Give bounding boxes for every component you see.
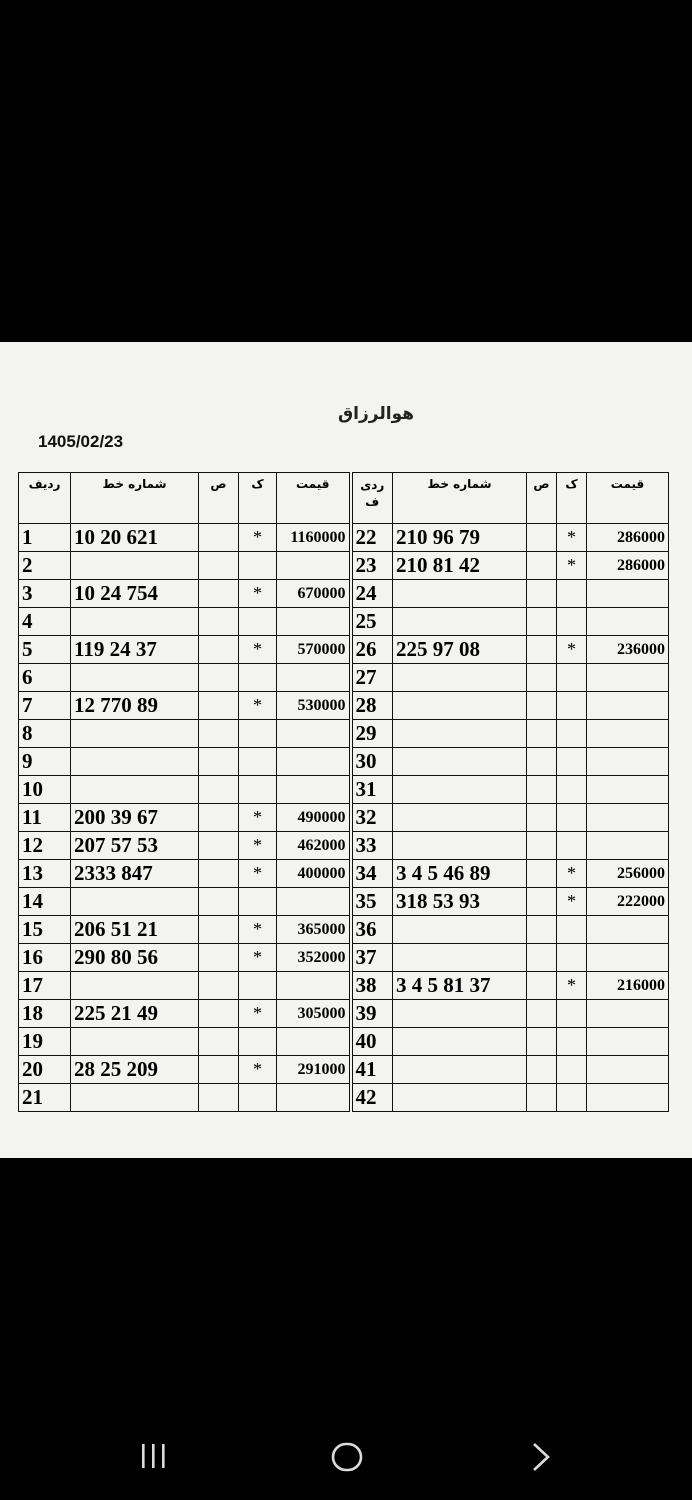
line-number-cell	[71, 748, 199, 776]
line-number-cell-right	[393, 804, 527, 832]
k-mark-cell-right	[557, 832, 587, 860]
price-cell: 1160000	[277, 524, 351, 552]
k-mark-cell: *	[239, 1000, 277, 1028]
line-number-cell	[71, 552, 199, 580]
s-cell	[199, 748, 239, 776]
k-mark-cell-right	[557, 1000, 587, 1028]
s-cell-right	[527, 832, 557, 860]
row-number-cell-right: 42	[351, 1084, 393, 1112]
row-number-cell: 5	[19, 636, 71, 664]
row-number-cell-right: 28	[351, 692, 393, 720]
k-mark-cell: *	[239, 832, 277, 860]
header-line-number-right: شماره خط	[393, 473, 527, 524]
price-cell-right: 256000	[587, 860, 669, 888]
s-cell	[199, 1084, 239, 1112]
line-number-cell-right	[393, 692, 527, 720]
price-cell	[277, 552, 351, 580]
row-number-cell-right: 31	[351, 776, 393, 804]
s-cell	[199, 1028, 239, 1056]
price-cell: 352000	[277, 944, 351, 972]
k-mark-cell	[239, 972, 277, 1000]
row-number-cell: 15	[19, 916, 71, 944]
k-mark-cell	[239, 608, 277, 636]
line-number-cell	[71, 608, 199, 636]
table-row	[19, 944, 669, 972]
header-k-right: ک	[557, 473, 587, 524]
row-number-cell-right: 39	[351, 1000, 393, 1028]
row-number-cell: 4	[19, 608, 71, 636]
k-mark-cell: *	[239, 524, 277, 552]
k-mark-cell	[239, 1084, 277, 1112]
s-cell-right	[527, 720, 557, 748]
k-mark-cell-right	[557, 608, 587, 636]
header-price-right: قیمت	[587, 473, 669, 524]
price-cell: 490000	[277, 804, 351, 832]
home-icon	[331, 1442, 363, 1472]
line-number-cell-right: 210 96 79	[393, 524, 527, 552]
price-cell-right	[587, 692, 669, 720]
price-cell-right	[587, 580, 669, 608]
line-number-cell-right	[393, 1084, 527, 1112]
price-cell	[277, 608, 351, 636]
s-cell	[199, 888, 239, 916]
k-mark-cell-right	[557, 944, 587, 972]
k-mark-cell-right: *	[557, 888, 587, 916]
line-number-cell: 10 20 621	[71, 524, 199, 552]
table-row	[19, 888, 669, 916]
table-row	[19, 1000, 669, 1028]
line-number-cell-right: 318 53 93	[393, 888, 527, 916]
k-mark-cell-right	[557, 664, 587, 692]
price-cell	[277, 972, 351, 1000]
table-row	[19, 524, 669, 552]
price-cell: 530000	[277, 692, 351, 720]
line-number-cell-right: 3 4 5 46 89	[393, 860, 527, 888]
s-cell-right	[527, 664, 557, 692]
table-row	[19, 804, 669, 832]
line-number-cell: 225 21 49	[71, 1000, 199, 1028]
line-number-cell-right	[393, 608, 527, 636]
row-number-cell-right: 30	[351, 748, 393, 776]
price-cell	[277, 1028, 351, 1056]
table-body	[19, 524, 669, 1112]
price-cell-right: 216000	[587, 972, 669, 1000]
price-cell-right: 286000	[587, 524, 669, 552]
price-cell-right	[587, 804, 669, 832]
line-number-cell	[71, 888, 199, 916]
s-cell	[199, 916, 239, 944]
row-number-cell-right: 27	[351, 664, 393, 692]
line-number-cell: 119 24 37	[71, 636, 199, 664]
k-mark-cell-right	[557, 692, 587, 720]
k-mark-cell-right	[557, 748, 587, 776]
s-cell-right	[527, 1000, 557, 1028]
s-cell	[199, 608, 239, 636]
k-mark-cell-right: *	[557, 524, 587, 552]
k-mark-cell: *	[239, 916, 277, 944]
k-mark-cell	[239, 1028, 277, 1056]
line-number-cell-right	[393, 1028, 527, 1056]
s-cell-right	[527, 580, 557, 608]
row-number-cell: 12	[19, 832, 71, 860]
k-mark-cell	[239, 720, 277, 748]
line-number-cell-right: 225 97 08	[393, 636, 527, 664]
s-cell-right	[527, 888, 557, 916]
line-number-cell-right	[393, 664, 527, 692]
price-cell-right	[587, 748, 669, 776]
row-number-cell-right: 29	[351, 720, 393, 748]
line-number-cell	[71, 1028, 199, 1056]
price-cell-right	[587, 720, 669, 748]
row-number-cell: 21	[19, 1084, 71, 1112]
s-cell-right	[527, 804, 557, 832]
row-number-cell: 19	[19, 1028, 71, 1056]
price-cell-right	[587, 608, 669, 636]
price-cell-right: 286000	[587, 552, 669, 580]
table-row	[19, 1028, 669, 1056]
line-number-cell	[71, 664, 199, 692]
row-number-cell: 7	[19, 692, 71, 720]
table-row	[19, 776, 669, 804]
row-number-cell: 11	[19, 804, 71, 832]
price-cell	[277, 664, 351, 692]
k-mark-cell-right	[557, 720, 587, 748]
table-row	[19, 832, 669, 860]
line-number-cell-right	[393, 1000, 527, 1028]
row-number-cell: 9	[19, 748, 71, 776]
scanned-document	[0, 342, 692, 1158]
k-mark-cell	[239, 552, 277, 580]
back-button[interactable]	[528, 1442, 552, 1476]
k-mark-cell: *	[239, 1056, 277, 1084]
price-cell-right	[587, 1028, 669, 1056]
price-cell: 400000	[277, 860, 351, 888]
s-cell-right	[527, 944, 557, 972]
header-k: ک	[239, 473, 277, 524]
k-mark-cell-right	[557, 1084, 587, 1112]
row-number-cell-right: 26	[351, 636, 393, 664]
s-cell	[199, 580, 239, 608]
line-number-cell: 2333 847	[71, 860, 199, 888]
table-row	[19, 1056, 669, 1084]
price-cell	[277, 1084, 351, 1112]
recent-apps-button[interactable]	[138, 1442, 170, 1474]
s-cell	[199, 1056, 239, 1084]
line-number-cell-right	[393, 944, 527, 972]
document-heading: هوالرزاق	[337, 404, 415, 424]
table-row	[19, 720, 669, 748]
price-cell-right	[587, 944, 669, 972]
price-cell: 365000	[277, 916, 351, 944]
price-cell	[277, 888, 351, 916]
header-line-number: شماره خط	[71, 473, 199, 524]
row-number-cell-right: 34	[351, 860, 393, 888]
line-number-cell	[71, 972, 199, 1000]
price-cell	[277, 776, 351, 804]
row-number-cell-right: 22	[351, 524, 393, 552]
header-s: ص	[199, 473, 239, 524]
line-number-cell-right	[393, 1056, 527, 1084]
k-mark-cell: *	[239, 580, 277, 608]
line-number-cell: 206 51 21	[71, 916, 199, 944]
s-cell	[199, 720, 239, 748]
phone-line-price-table	[18, 472, 669, 1112]
k-mark-cell-right	[557, 776, 587, 804]
row-number-cell: 2	[19, 552, 71, 580]
price-cell-right	[587, 1084, 669, 1112]
line-number-cell-right	[393, 916, 527, 944]
price-cell: 291000	[277, 1056, 351, 1084]
row-number-cell-right: 35	[351, 888, 393, 916]
row-number-cell: 10	[19, 776, 71, 804]
line-number-cell: 12 770 89	[71, 692, 199, 720]
k-mark-cell-right	[557, 1028, 587, 1056]
k-mark-cell	[239, 664, 277, 692]
s-cell-right	[527, 1084, 557, 1112]
k-mark-cell-right	[557, 916, 587, 944]
row-number-cell-right: 23	[351, 552, 393, 580]
s-cell	[199, 832, 239, 860]
k-mark-cell: *	[239, 804, 277, 832]
k-mark-cell	[239, 748, 277, 776]
price-cell: 570000	[277, 636, 351, 664]
line-number-cell: 290 80 56	[71, 944, 199, 972]
recent-apps-icon	[138, 1442, 170, 1470]
line-number-cell-right	[393, 580, 527, 608]
table-row	[19, 608, 669, 636]
s-cell-right	[527, 916, 557, 944]
s-cell	[199, 524, 239, 552]
k-mark-cell-right: *	[557, 636, 587, 664]
row-number-cell-right: 24	[351, 580, 393, 608]
s-cell	[199, 636, 239, 664]
row-number-cell: 1	[19, 524, 71, 552]
s-cell-right	[527, 748, 557, 776]
k-mark-cell: *	[239, 636, 277, 664]
row-number-cell-right: 32	[351, 804, 393, 832]
line-number-cell: 28 25 209	[71, 1056, 199, 1084]
row-number-cell: 18	[19, 1000, 71, 1028]
k-mark-cell-right	[557, 804, 587, 832]
s-cell-right	[527, 524, 557, 552]
k-mark-cell	[239, 776, 277, 804]
s-cell	[199, 776, 239, 804]
price-cell: 305000	[277, 1000, 351, 1028]
k-mark-cell-right: *	[557, 552, 587, 580]
row-number-cell-right: 36	[351, 916, 393, 944]
table-row	[19, 636, 669, 664]
line-number-cell-right: 3 4 5 81 37	[393, 972, 527, 1000]
table-row	[19, 552, 669, 580]
table-row	[19, 860, 669, 888]
s-cell-right	[527, 860, 557, 888]
s-cell	[199, 664, 239, 692]
table-row	[19, 1084, 669, 1112]
row-number-cell: 13	[19, 860, 71, 888]
s-cell	[199, 804, 239, 832]
line-number-cell	[71, 720, 199, 748]
line-number-cell-right	[393, 776, 527, 804]
price-cell-right	[587, 832, 669, 860]
price-cell-right: 236000	[587, 636, 669, 664]
s-cell	[199, 552, 239, 580]
k-mark-cell: *	[239, 860, 277, 888]
header-price: قیمت	[277, 473, 351, 524]
row-number-cell-right: 37	[351, 944, 393, 972]
line-number-cell-right	[393, 832, 527, 860]
k-mark-cell-right: *	[557, 860, 587, 888]
header-row-number: ردیف	[19, 473, 71, 524]
price-cell-right: 222000	[587, 888, 669, 916]
s-cell-right	[527, 608, 557, 636]
table-row	[19, 692, 669, 720]
row-number-cell: 20	[19, 1056, 71, 1084]
row-number-cell: 14	[19, 888, 71, 916]
header-s-right: ص	[527, 473, 557, 524]
price-cell	[277, 720, 351, 748]
line-number-cell: 207 57 53	[71, 832, 199, 860]
document-date: 1405/02/23	[38, 432, 124, 451]
table-row	[19, 664, 669, 692]
price-cell: 462000	[277, 832, 351, 860]
s-cell-right	[527, 636, 557, 664]
price-cell-right	[587, 664, 669, 692]
row-number-cell: 17	[19, 972, 71, 1000]
k-mark-cell: *	[239, 692, 277, 720]
s-cell-right	[527, 972, 557, 1000]
system-navigation-bar	[0, 1410, 692, 1500]
s-cell-right	[527, 552, 557, 580]
table-row	[19, 748, 669, 776]
table-row	[19, 916, 669, 944]
s-cell	[199, 972, 239, 1000]
line-number-cell: 200 39 67	[71, 804, 199, 832]
row-number-cell-right: 40	[351, 1028, 393, 1056]
table-header-row	[19, 473, 669, 524]
k-mark-cell-right	[557, 580, 587, 608]
table-row	[19, 580, 669, 608]
price-cell-right	[587, 1000, 669, 1028]
k-mark-cell-right	[557, 1056, 587, 1084]
s-cell-right	[527, 776, 557, 804]
price-cell	[277, 748, 351, 776]
line-number-cell-right	[393, 748, 527, 776]
s-cell	[199, 860, 239, 888]
row-number-cell: 8	[19, 720, 71, 748]
s-cell	[199, 944, 239, 972]
s-cell-right	[527, 1028, 557, 1056]
line-number-cell-right	[393, 720, 527, 748]
row-number-cell: 3	[19, 580, 71, 608]
price-cell-right	[587, 776, 669, 804]
row-number-cell-right: 41	[351, 1056, 393, 1084]
table-row	[19, 972, 669, 1000]
line-number-cell-right: 210 81 42	[393, 552, 527, 580]
line-number-cell: 10 24 754	[71, 580, 199, 608]
k-mark-cell-right: *	[557, 972, 587, 1000]
row-number-cell-right: 25	[351, 608, 393, 636]
back-icon	[528, 1442, 552, 1472]
s-cell	[199, 1000, 239, 1028]
row-number-cell-right: 33	[351, 832, 393, 860]
s-cell-right	[527, 692, 557, 720]
row-number-cell-right: 38	[351, 972, 393, 1000]
line-number-cell	[71, 1084, 199, 1112]
s-cell	[199, 692, 239, 720]
price-cell-right	[587, 1056, 669, 1084]
price-cell: 670000	[277, 580, 351, 608]
price-cell-right	[587, 916, 669, 944]
home-button[interactable]	[331, 1442, 363, 1476]
row-number-cell: 6	[19, 664, 71, 692]
k-mark-cell: *	[239, 944, 277, 972]
line-number-cell	[71, 776, 199, 804]
s-cell-right	[527, 1056, 557, 1084]
row-number-cell: 16	[19, 944, 71, 972]
header-row-number-right: ردی ف	[351, 473, 393, 524]
k-mark-cell	[239, 888, 277, 916]
